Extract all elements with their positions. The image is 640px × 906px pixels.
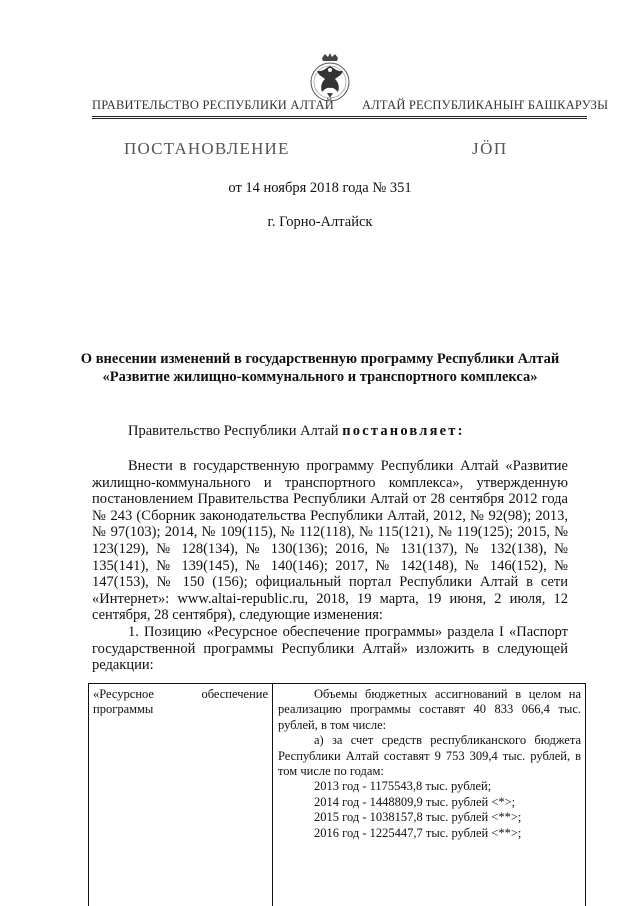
table-subsection: а) за счет средств республиканского бюджета Республики Алтай составят 9 753 309,4 тыс. рублей, в том числе по годам:	[278, 733, 581, 779]
header-rule	[92, 116, 587, 117]
government-name-ru: ПРАВИТЕЛЬСТВО РЕСПУБЛИКИ АЛТАЙ	[92, 98, 334, 112]
resolution-prefix: Правительство Республики Алтай	[128, 423, 343, 439]
table-intro: Объемы бюджетных ассигнований в целом на реализацию программы составят 40 833 066,4 тыс. рублей, в том числе:	[278, 687, 581, 732]
document-kind-alt: JÖП	[472, 139, 508, 158]
title-line: «Развитие жилищно-коммунального и транспортного комплекса»	[102, 369, 538, 385]
table-year-row: 2016 год - 1225447,7 тыс. рублей <**>;	[314, 825, 522, 840]
resource-table	[88, 683, 586, 906]
header-rule	[92, 118, 587, 119]
document-title	[70, 350, 570, 386]
title-line: О внесении изменений в государственную программу Республики Алтай	[80, 351, 560, 367]
resolution-phrase	[128, 423, 465, 440]
body-paragraph: 1. Позицию «Ресурсное обеспечение программы» раздела I «Паспорт государственной программы Республики Алтай» изложить в следующей редакции:	[92, 623, 568, 674]
document-city: г. Горно-Алтайск	[267, 214, 373, 230]
document-kind-ru: ПОСТАНОВЛЕНИЕ	[124, 139, 290, 158]
table-value-cell	[274, 684, 585, 844]
body-paragraph: Внести в государственную программу Республики Алтай «Развитие жилищно-коммунального и транспортного комплекса», утвержденную постановлением Правительства Республики Алтай от 28 сентября 2012 года № 243 (Сборник законодательства Республики Алтай, 2012, № 92(98); 2013, № 97(103); 2014, № 109(115), № 112(118), № 115(121), № 119(125); 2015, № 123(129), № 128(134), № 130(136); 2016, № 131(137), № 132(138), № 135(141), № 139(145), № 140(146); 2017, № 142(148), № 146(152), № 147(153), № 150 (156); официальный портал Республики Алтай в сети «Интернет»: www.altai-republic.ru, 2018, 19 марта, 19 июня, 2 июля, 12 сентября, 28 сентября), следующие изменения:	[92, 458, 568, 624]
table-label-cell	[89, 684, 273, 906]
table-year-row: 2015 год - 1038157,8 тыс. рублей <**>;	[314, 810, 522, 825]
table-label: «Ресурсное обеспечение программы	[93, 687, 268, 717]
document-body	[92, 458, 568, 674]
table-year-row: 2014 год - 1448809,9 тыс. рублей <*>;	[314, 794, 516, 809]
table-year-row: 2013 год - 1175543,8 тыс. рублей;	[314, 779, 492, 794]
resolution-keyword: постановляет:	[342, 423, 465, 439]
government-name-alt: АЛТАЙ РЕСПУБЛИКАНЫҤ БАШКАРУЗЫ	[362, 98, 609, 112]
document-date-number: от 14 ноября 2018 года № 351	[228, 180, 412, 196]
